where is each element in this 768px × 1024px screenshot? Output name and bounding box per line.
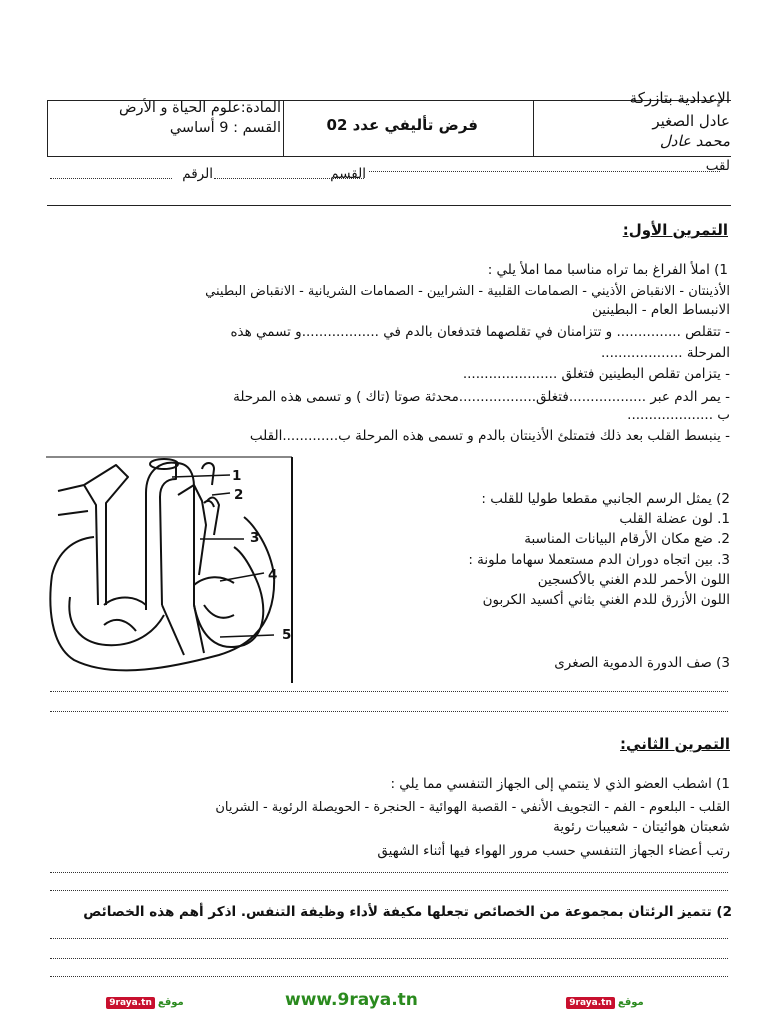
vena-cava-wall: [84, 465, 128, 605]
header-left-border: [47, 100, 48, 156]
school-name: الإعدادية بتازركة: [629, 89, 730, 107]
header-mid-rule: [47, 156, 731, 157]
ex2-q2: 2) تتميز الرئتان بمجموعة من الخصائص تجعلها مكيفة لأداء وظيفة التنفس. اذكر أهم هذه الخصائص: [83, 904, 732, 920]
logo-word-left: موقع: [157, 997, 184, 1008]
pointer-2: [212, 493, 230, 495]
diagram-label-3: 3: [250, 530, 260, 546]
tricuspid-valve: [104, 598, 146, 606]
ex1-wordbank-line2: الانبساط العام - البطينين: [591, 302, 730, 318]
header-divider-1: [283, 100, 284, 156]
ex1-q1: 1) املأ الفراغ بما تراه مناسبا مما املأ يلي :: [487, 262, 728, 278]
ex1-q2-item2: 2. ضع مكان الأرقام البيانات المناسبة: [524, 531, 730, 547]
vessel-left-2: [58, 511, 88, 515]
pointer-5: [220, 635, 274, 637]
papillary-left: [204, 605, 234, 618]
header-bottom-rule: [47, 205, 731, 206]
label-laqab: لقب: [705, 158, 730, 174]
answer-line-1[interactable]: [50, 691, 728, 692]
ex2-q1: 1) اشطب العضو الذي لا ينتمي إلى الجهاز التنفسي مما يلي :: [390, 776, 730, 792]
pulmonary-artery-wall: [178, 485, 206, 575]
logo-tag-right: 9raya.tn: [566, 997, 615, 1009]
septum-left: [162, 605, 184, 655]
logo-tag-left: 9raya.tn: [106, 997, 155, 1009]
ex1-q2-blue: اللون الأزرق للدم الغني بثاني أكسيد الكربون: [482, 592, 730, 608]
teacher-signature: محمد عادل: [659, 132, 730, 150]
heart-section-diagram: [44, 455, 300, 687]
ex1-sentence-1b[interactable]: المرحلة ...................: [601, 345, 730, 361]
diagram-label-1: 1: [232, 468, 242, 484]
vessel-left-1: [58, 485, 84, 491]
ex2-order-instruction: رتب أعضاء الجهاز التنفسي حسب مرور الهواء فيها أثناء الشهيق: [377, 843, 730, 859]
right-ventricle-wall: [69, 597, 164, 645]
ex1-wordbank-line1: الأذينتان - الانقباض الأذيني - الصمامات القلبية - الشرايين - الصمامات الشريانية - الانقباض البطيني: [205, 284, 730, 299]
diagram-label-5: 5: [282, 627, 292, 643]
footer-logo-right[interactable]: [566, 995, 644, 1010]
ex1-sentence-3a[interactable]: - يمر الدم عبر ..................فتغلق..................محدثة صوتا (تاك ) و تسمى هذه المرحلة: [233, 389, 730, 405]
pulmonary-vein: [204, 501, 214, 507]
ex1-q2: 2) يمثل الرسم الجانبي مقطعا طوليا للقلب :: [481, 491, 730, 507]
ex1-sentence-1a[interactable]: - تتقلص ............... و تتزامنان في تقلصهما فتدفعان بالدم في ..................و تسمي هذه: [230, 324, 730, 340]
logo-word-right: موقع: [617, 997, 644, 1008]
ex1-q2-red: اللون الأحمر للدم الغني بالأكسجين: [537, 572, 730, 588]
vena-cava-inner: [84, 485, 98, 605]
teacher-name: عادل الصغير: [652, 112, 730, 130]
left-ventricle-wall: [194, 547, 263, 647]
aorta-left-wall: [146, 463, 176, 610]
answer-line-7[interactable]: [50, 976, 728, 977]
answer-line-4[interactable]: [50, 890, 728, 891]
ex2-organ-list-1[interactable]: القلب - البلعوم - الفم - التجويف الأنفي - القصبة الهوائية - الحنجرة - الحويصلة الرئوية - الشريان: [215, 800, 730, 815]
exam-title: فرض تأليفي عدد 02: [326, 116, 478, 134]
laqab-blank[interactable]: [369, 171, 720, 172]
footer-site-url[interactable]: www.9raya.tn: [285, 990, 418, 1010]
subject: المادة:علوم الحياة و الأرض: [119, 100, 281, 116]
ex1-q3: 3) صف الدورة الدموية الصغرى: [554, 655, 730, 671]
ex1-sentence-3b[interactable]: ب ....................: [627, 407, 730, 423]
exercise-2-title: التمرين الثاني:: [620, 735, 730, 753]
exercise-1-title: التمرين الأول:: [622, 221, 728, 239]
class-blank[interactable]: [214, 178, 364, 179]
ex1-q2-item3: 3. بين اتجاه دوران الدم مستعملا سهاما ملونة :: [468, 552, 730, 568]
papillary-right: [104, 620, 136, 631]
ex1-sentence-4[interactable]: - ينبسط القلب بعد ذلك فتمتلئ الأذينتان بالدم و تسمى هذه المرحلة ب.............القلب: [249, 428, 730, 444]
answer-line-5[interactable]: [50, 938, 728, 939]
diagram-label-4: 4: [268, 567, 278, 583]
class-level: القسم : 9 أساسي: [169, 120, 281, 136]
answer-line-6[interactable]: [50, 958, 728, 959]
header-divider-2: [533, 100, 534, 156]
ex2-organ-list-2[interactable]: شعبتان هوائيتان - شعيبات رئوية: [553, 819, 730, 835]
mitral-valve: [194, 577, 234, 585]
diagram-label-2: 2: [234, 487, 244, 503]
answer-line-2[interactable]: [50, 711, 728, 712]
label-class: القسم: [330, 166, 366, 182]
right-atrium-wall: [52, 537, 94, 575]
vessel-top: [202, 463, 214, 485]
number-blank[interactable]: [50, 178, 172, 179]
label-number: الرقم: [182, 166, 213, 182]
aorta-right-wall: [176, 463, 194, 605]
footer-logo-left[interactable]: [106, 995, 184, 1010]
answer-line-3[interactable]: [50, 872, 728, 873]
pointer-1: [172, 475, 230, 477]
ex1-q2-item1: 1. لون عضلة القلب: [619, 511, 730, 527]
ex1-sentence-2[interactable]: - يتزامن تقلص البطينين فتغلق ......................: [462, 366, 730, 382]
